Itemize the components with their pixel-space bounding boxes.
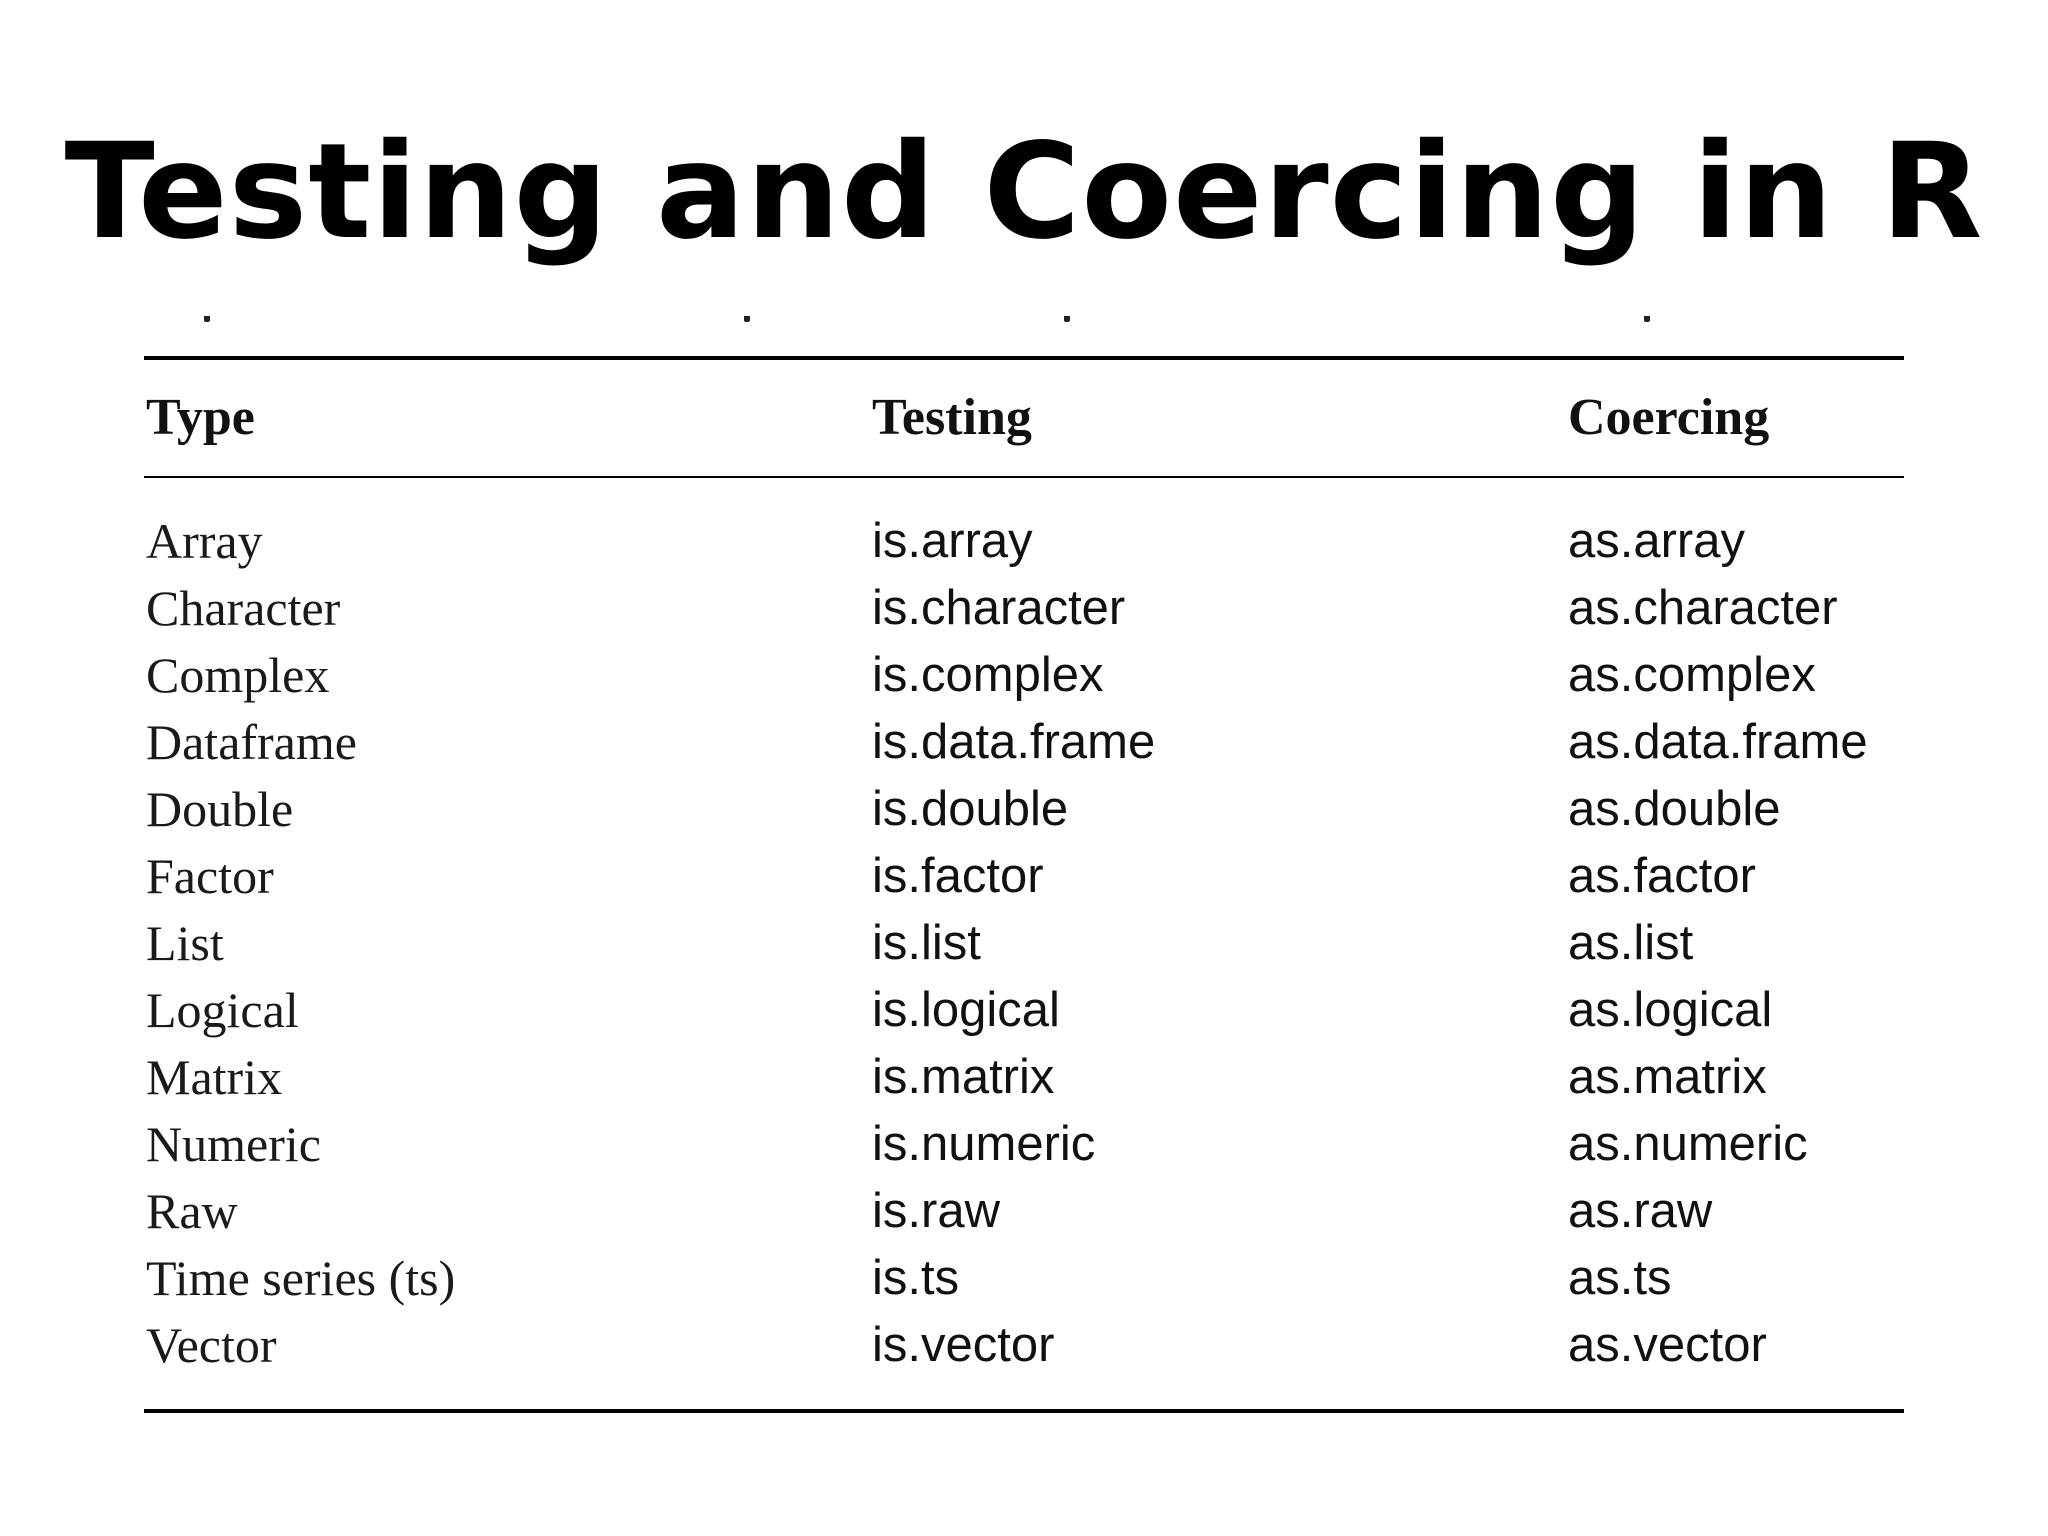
table-row	[144, 1178, 1904, 1245]
type-cell: Matrix	[146, 1049, 283, 1105]
type-cell: Factor	[146, 848, 274, 904]
type-cell: Vector	[146, 1317, 277, 1373]
testing-cell: is.complex	[872, 648, 1104, 702]
testing-cell: is.ts	[872, 1251, 960, 1305]
type-function-table	[144, 356, 1904, 1413]
table-body	[144, 478, 1904, 1409]
type-cell: Complex	[146, 647, 330, 703]
coercing-cell: as.vector	[1568, 1318, 1767, 1372]
coercing-cell: as.array	[1568, 514, 1746, 568]
type-cell: Raw	[146, 1183, 238, 1239]
table-row	[144, 776, 1904, 843]
header-type: Type	[146, 389, 255, 446]
slide-title: Testing and Coercing in R	[64, 115, 1984, 269]
header-testing: Testing	[872, 389, 1032, 446]
type-cell: Array	[146, 513, 263, 569]
testing-cell: is.vector	[872, 1318, 1055, 1372]
type-cell: Dataframe	[146, 714, 357, 770]
testing-cell: is.double	[872, 782, 1069, 836]
testing-cell: is.factor	[872, 849, 1044, 903]
testing-cell: is.raw	[872, 1184, 1000, 1238]
table-row	[144, 1044, 1904, 1111]
table-row	[144, 1312, 1904, 1379]
testing-cell: is.logical	[872, 983, 1060, 1037]
table-row	[144, 642, 1904, 709]
coercing-cell: as.list	[1568, 916, 1694, 970]
coercing-cell: as.factor	[1568, 849, 1756, 903]
type-cell: Numeric	[146, 1116, 321, 1172]
coercing-cell: as.character	[1568, 581, 1838, 635]
table-header-row	[144, 360, 1904, 476]
testing-cell: is.numeric	[872, 1117, 1096, 1171]
table-row	[144, 575, 1904, 642]
type-cell: Logical	[146, 982, 299, 1038]
table-row	[144, 910, 1904, 977]
table-row	[144, 1245, 1904, 1312]
testing-cell: is.array	[872, 514, 1033, 568]
type-cell: Double	[146, 781, 294, 837]
testing-cell: is.list	[872, 916, 981, 970]
testing-cell: is.data.frame	[872, 715, 1156, 769]
type-cell: Character	[146, 580, 341, 636]
type-cell: List	[146, 915, 224, 971]
coercing-cell: as.data.frame	[1568, 715, 1868, 769]
coercing-cell: as.complex	[1568, 648, 1816, 702]
coercing-cell: as.matrix	[1568, 1050, 1767, 1104]
table-row	[144, 1111, 1904, 1178]
table-row	[144, 843, 1904, 910]
type-cell: Time series (ts)	[146, 1250, 456, 1306]
coercing-cell: as.numeric	[1568, 1117, 1808, 1171]
coercing-cell: as.ts	[1568, 1251, 1672, 1305]
header-coercing: Coercing	[1568, 389, 1770, 446]
coercing-cell: as.raw	[1568, 1184, 1713, 1238]
table-row	[144, 508, 1904, 575]
testing-cell: is.matrix	[872, 1050, 1055, 1104]
testing-cell: is.character	[872, 581, 1126, 635]
coercing-cell: as.double	[1568, 782, 1781, 836]
table-bottom-rule	[144, 1409, 1904, 1413]
cropped-caption-remnant	[144, 316, 1904, 328]
coercing-cell: as.logical	[1568, 983, 1773, 1037]
table-row	[144, 977, 1904, 1044]
table-row	[144, 709, 1904, 776]
